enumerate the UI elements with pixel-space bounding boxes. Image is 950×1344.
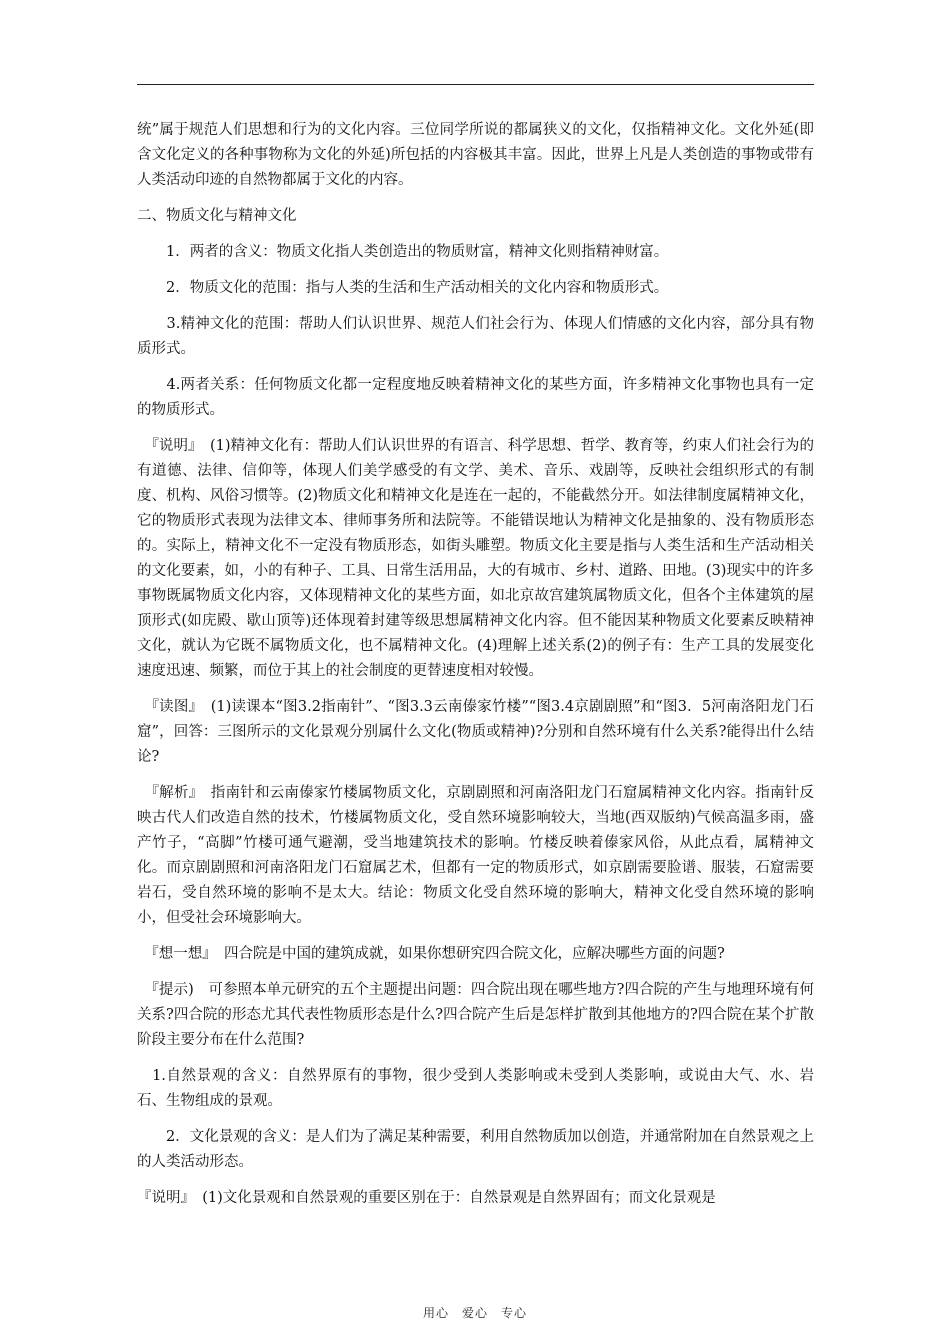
paragraph-material-scope: 2．物质文化的范围：指与人类的生活和生产活动相关的文化内容和物质形式。 [137, 280, 669, 296]
paragraph-think: 『想一想』 四合院是中国的建筑成就，如果你想研究四合院文化，应解决哪些方面的问题? [137, 946, 725, 962]
paragraph-cultural-landscape: 2．文化景观的含义：是人们为了满足某种需要，利用自然物质加以创造，并通常附加在自然景观之上的人类活动形态。 [137, 1129, 814, 1170]
paragraph-explanation-landscape: 『说明』 (1)文化景观和自然景观的重要区别在于：自然景观是自然界固有；而文化景观是 [137, 1190, 716, 1206]
section-heading: 二、物质文化与精神文化 [137, 208, 297, 224]
header-rule [137, 84, 814, 85]
paragraph-read-figure: 『读图』 (1)读课本“图3.2指南针”、“图3.3云南傣家竹楼”“图3.4京剧剧照”和“图3．5河南洛阳龙门石窟”，回答：三图所示的文化景观分别属什么文化(物质或精神)?分别和自然环境有什么关系?能得出什么结论? [137, 699, 814, 765]
paragraph-definition: 1．两者的含义：物质文化指人类创造出的物质财富，精神文化则指精神财富。 [137, 244, 669, 260]
paragraph-hint: 『提示) 可参照本单元研究的五个主题提出问题：四合院出现在哪些地方?四合院的产生与地理环境有何关系?四合院的形态尤其代表性物质形态是什么?四合院产生后是怎样扩散到其他地方的?四合院在某个扩散阶段主要分布在什么范围? [137, 982, 814, 1048]
page-footer: 用心 爱心 专心 [422, 1306, 527, 1320]
document-body [137, 118, 814, 1222]
paragraph-analysis: 『解析』 指南针和云南傣家竹楼属物质文化，京剧剧照和河南洛阳龙门石窟属精神文化内容。指南针反映古代人们改造自然的技术，竹楼属物质文化，受自然环境影响较大，当地(西双版纳)气候高温多雨，盛产竹子，“高脚”竹楼可通气避潮，受当地建筑技术的影响。竹楼反映着傣家风俗，从此点看，属精神文化。而京剧剧照和河南洛阳龙门石窟属艺术，但都有一定的物质形式，如京剧需要脸谱、服装，石窟需要岩石，受自然环境的影响不是太大。结论：物质文化受自然环境的影响大，精神文化受自然环境的影响小，但受社会环境影响大。 [137, 785, 814, 926]
paragraph-relationship: 4.两者关系：任何物质文化都一定程度地反映着精神文化的某些方面，许多精神文化事物也具有一定的物质形式。 [137, 377, 814, 418]
paragraph-explanation: 『说明』 (1)精神文化有：帮助人们认识世界的有语言、科学思想、哲学、教育等，约束人们社会行为的有道德、法律、信仰等，体现人们美学感受的有文学、美术、音乐、戏剧等，反映社会组织形式的有制度、机构、风俗习惯等。(2)物质文化和精神文化是连在一起的，不能截然分开。如法律制度属精神文化，它的物质形式表现为法律文本、律师事务所和法院等。不能错误地认为精神文化是抽象的、没有物质形态的。实际上，精神文化不一定没有物质形态，如街头雕塑。物质文化主要是指与人类生活和生产活动相关的文化要素，如，小的有种子、工具、日常生活用品，大的有城市、乡村、道路、田地。(3)现实中的许多事物既属物质文化内容，又体现精神文化的某些方面，如北京故宫建筑属物质文化，但各个主体建筑的屋顶形式(如庑殿、歇山顶等)还体现着封建等级思想属精神文化内容。但不能因某种物质文化要素反映精神文化，就认为它既不属物质文化，也不属精神文化。(4)理解上述关系(2)的例子有：生产工具的发展变化速度迅速、频繁，而位于其上的社会制度的更替速度相对较慢。 [137, 438, 814, 679]
paragraph-natural-landscape: 1.自然景观的含义：自然界原有的事物，很少受到人类影响或未受到人类影响，或说由大气、水、岩石、生物组成的景观。 [137, 1068, 814, 1109]
paragraph-spiritual-scope: 3.精神文化的范围：帮助人们认识世界、规范人们社会行为、体现人们情感的文化内容，部分具有物质形式。 [137, 316, 814, 357]
paragraph-culture-extension: 统”属于规范人们思想和行为的文化内容。三位同学所说的都属狭义的文化，仅指精神文化。文化外延(即含文化定义的各种事物称为文化的外延)所包括的内容极其丰富。因此，世界上凡是人类创造的事物或带有人类活动印迹的自然物都属于文化的内容。 [137, 122, 814, 188]
